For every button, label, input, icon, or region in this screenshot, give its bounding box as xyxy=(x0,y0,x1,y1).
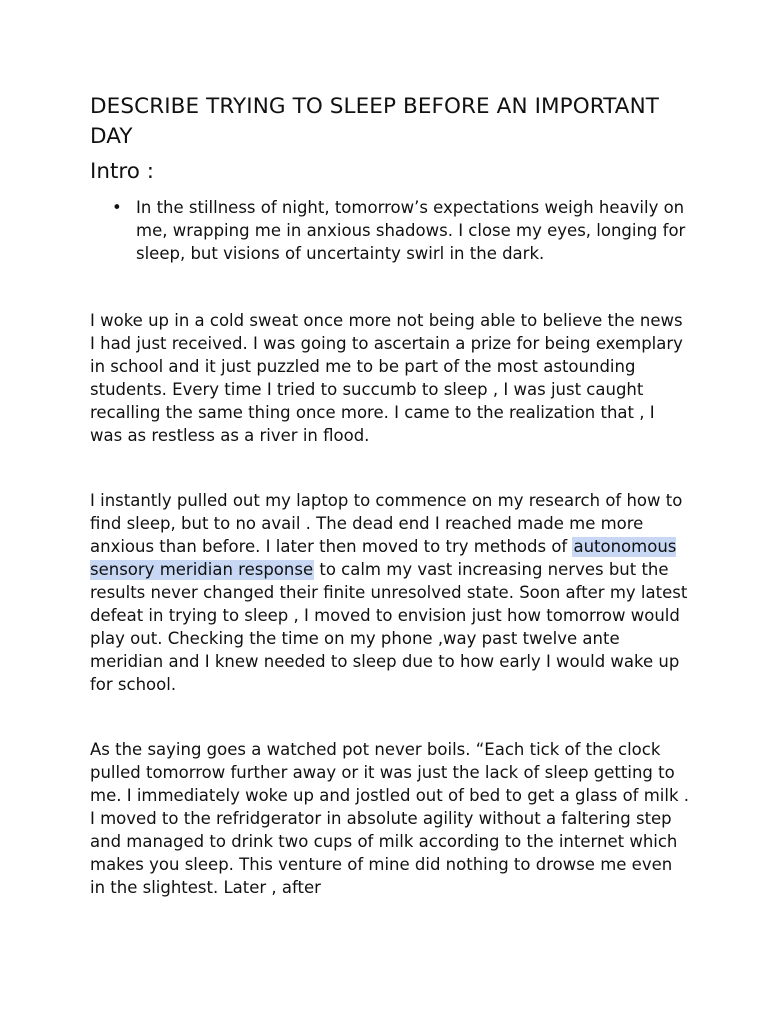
paragraph-1: I woke up in a cold sweat once more not being able to believe the news I had just received. I was going to ascertain a prize for being exemplary in school and it just puzzled me to be part of the most astounding students. Every time I tried to succumb to sleep , I was just caught recalling the same thing once more. I came to the realization that , I was as restless as a river in flood. xyxy=(90,311,683,445)
intro-heading: Intro : xyxy=(90,159,154,184)
paragraph-3: As the saying goes a watched pot never boils. “Each tick of the clock pulled tomorrow further away or it was just the lack of sleep getting to me. I immediately woke up and jostled out of bed to get a glass of milk . I moved to the refridgerator in absolute agility without a faltering step and managed to drink two cups of milk according to the internet which makes you sleep. This venture of mine did nothing to drowse me even in the slightest. Later , after xyxy=(90,740,690,897)
highlighted-text-selection[interactable]: autonomous sensory meridian response xyxy=(90,537,677,579)
intro-bullet-text: In the stillness of night, tomorrow’s expectations weigh heavily on me, wrapping me in anxious shadows. I close my eyes, longing for sleep, but visions of uncertainty swirl in the dark. xyxy=(136,198,686,263)
paragraph-2-text-before: I instantly pulled out my laptop to commence on my research of how to find sleep, but to no avail . The dead end I reached made me more anxious than before. I later then moved to try methods of xyxy=(90,491,683,556)
document-title: DESCRIBE TRYING TO SLEEP BEFORE AN IMPORTANT DAY xyxy=(90,94,660,149)
intro-bullet-item xyxy=(90,196,690,265)
intro-bullet-list xyxy=(90,196,690,265)
bullet-icon: • xyxy=(112,198,122,217)
paragraph-2 xyxy=(90,489,690,696)
paragraph-2-text-after: to calm my vast increasing nerves but the results never changed their finite unresolved state. Soon after my latest defeat in trying to sleep , I moved to envision just how tomorrow would play out. Checking the time on my phone ,way past twelve ante meridian and I knew needed to sleep due to how early I would wake up for school. xyxy=(90,560,688,694)
document-body xyxy=(90,92,690,899)
